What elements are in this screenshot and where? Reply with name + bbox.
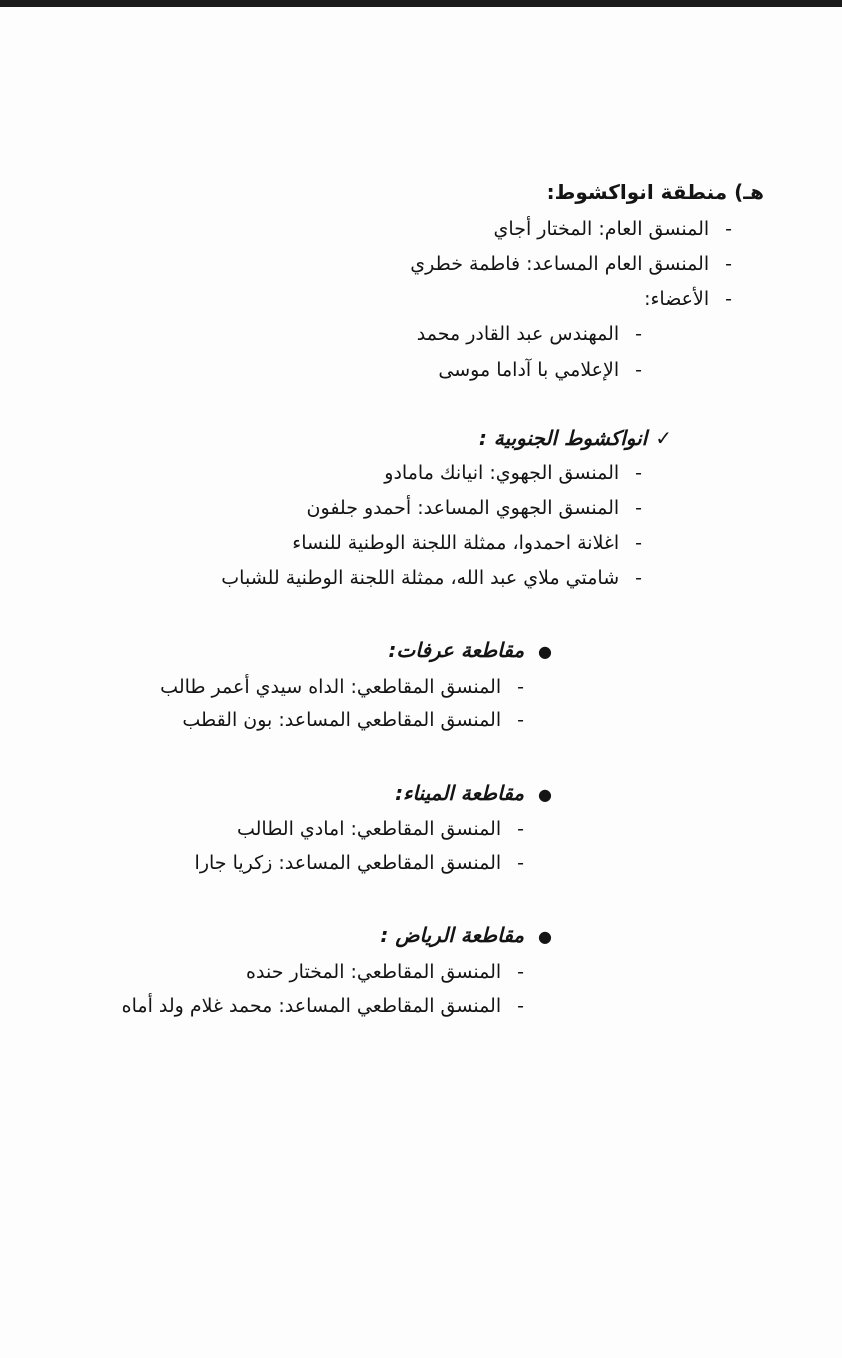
list-item <box>307 496 842 520</box>
list-item <box>494 217 842 241</box>
list-item <box>292 531 842 555</box>
dash-marker: - <box>725 218 732 240</box>
riyad-coordinator: المنسق المقاطعي: المختار حنده <box>246 961 502 983</box>
list-item <box>195 851 842 875</box>
riyad-heading-text: مقاطعة الرياض : <box>380 923 525 947</box>
regional-coordinator: المنسق الجهوي: انيانك مامادو <box>384 462 620 484</box>
region-heading <box>547 180 842 204</box>
general-coordinator: المنسق العام: المختار أجاي <box>493 218 710 240</box>
south-heading-text: انواكشوط الجنوبية : <box>478 426 648 450</box>
member-item <box>417 322 842 346</box>
dash-marker: - <box>635 567 642 589</box>
mina-coordinator: المنسق المقاطعي: امادي الطالب <box>236 818 502 840</box>
list-item <box>384 461 842 485</box>
mina-assistant-coordinator: المنسق المقاطعي المساعد: زكريا جارا <box>194 852 502 874</box>
dash-marker: - <box>725 288 732 310</box>
list-item <box>160 675 842 699</box>
list-item <box>182 708 842 732</box>
bullet-icon: ● <box>538 927 552 946</box>
assistant-regional-coordinator: المنسق الجهوي المساعد: أحمدو جلفون <box>306 497 620 519</box>
women-committee-rep: اغلانة احمدوا، ممثلة اللجنة الوطنية للنساء <box>292 532 620 554</box>
list-item <box>246 960 842 984</box>
dash-marker: - <box>725 253 732 275</box>
arafat-assistant-coordinator: المنسق المقاطعي المساعد: بون القطب <box>182 709 502 731</box>
dash-marker: - <box>635 359 642 381</box>
top-edge-bar <box>0 0 842 7</box>
list-item <box>221 566 842 590</box>
mina-heading <box>395 781 842 807</box>
south-heading <box>479 426 842 450</box>
list-item <box>237 817 842 841</box>
region-heading-text: هـ) منطقة انواكشوط: <box>546 180 764 204</box>
list-item <box>410 252 842 276</box>
bullet-icon: ● <box>538 785 552 804</box>
dash-marker: - <box>517 676 524 698</box>
member-item <box>438 358 842 382</box>
dash-marker: - <box>635 532 642 554</box>
youth-committee-rep: شامتي ملاي عبد الله، ممثلة اللجنة الوطنية للشباب <box>221 567 620 589</box>
mina-heading-text: مقاطعة الميناء: <box>395 781 525 805</box>
member-journalist: الإعلامي با آداما موسى <box>438 359 620 381</box>
dash-marker: - <box>517 961 524 983</box>
assistant-general-coordinator: المنسق العام المساعد: فاطمة خطري <box>410 253 710 275</box>
arafat-heading <box>388 638 842 664</box>
dash-marker: - <box>517 852 524 874</box>
members-label: الأعضاء: <box>644 288 710 310</box>
dash-marker: - <box>517 818 524 840</box>
dash-marker: - <box>635 462 642 484</box>
dash-marker: - <box>635 323 642 345</box>
riyad-heading <box>380 923 842 949</box>
list-item <box>122 994 842 1018</box>
member-engineer: المهندس عبد القادر محمد <box>416 323 620 345</box>
arafat-coordinator: المنسق المقاطعي: الداه سيدي أعمر طالب <box>160 676 502 698</box>
dash-marker: - <box>517 995 524 1017</box>
bullet-icon: ● <box>538 642 552 661</box>
check-icon: ✓ <box>655 426 672 450</box>
riyad-assistant-coordinator: المنسق المقاطعي المساعد: محمد غلام ولد أماه <box>121 995 502 1017</box>
list-item <box>644 287 842 311</box>
arafat-heading-text: مقاطعة عرفات: <box>388 638 525 662</box>
dash-marker: - <box>517 709 524 731</box>
dash-marker: - <box>635 497 642 519</box>
